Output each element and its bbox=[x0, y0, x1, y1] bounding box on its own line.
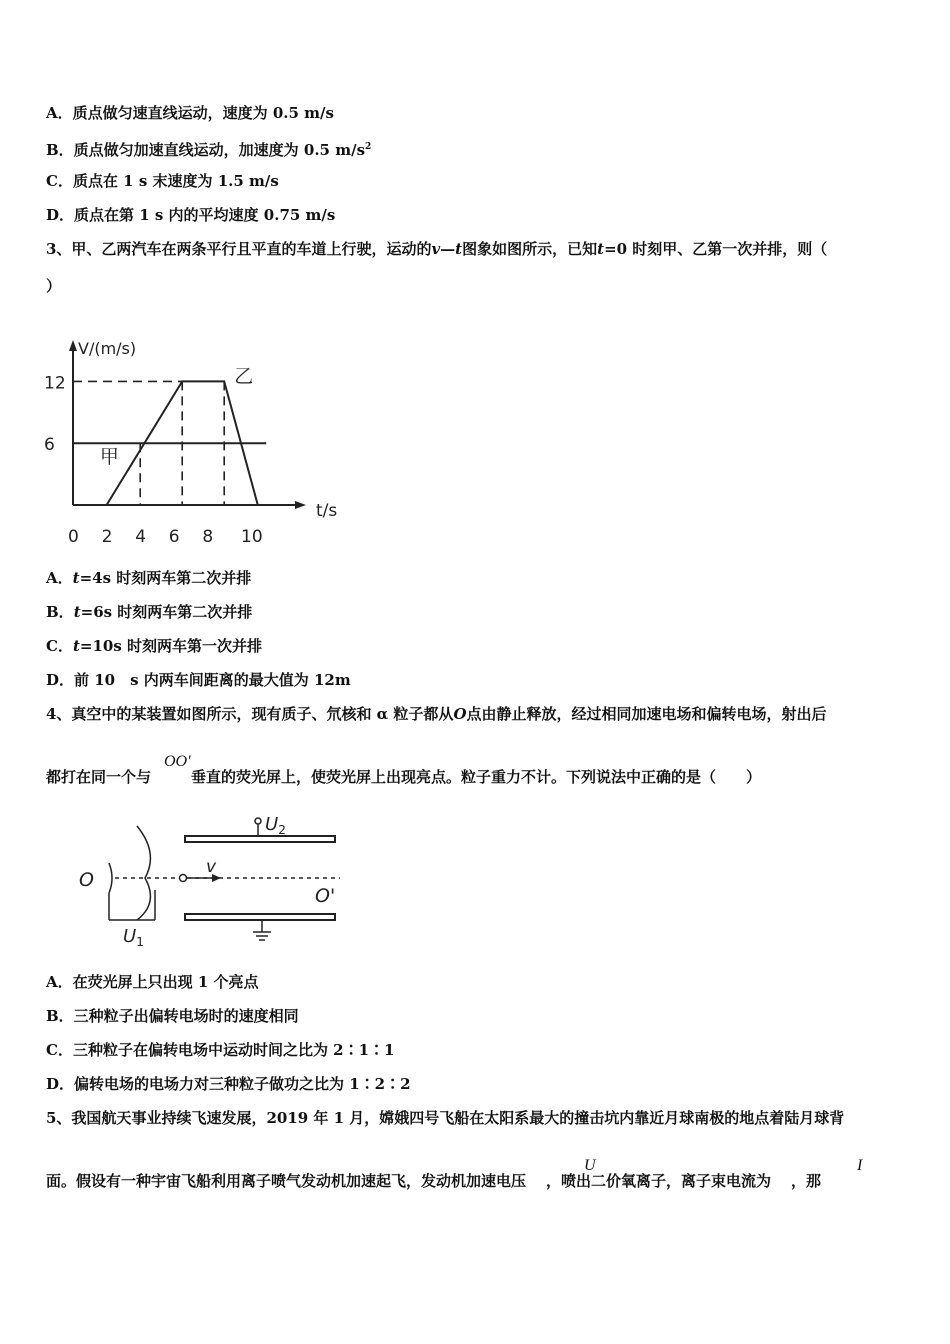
y-axis-arrow bbox=[69, 340, 77, 351]
q3-option-b-pre: B． bbox=[46, 603, 74, 621]
q4-stem-line2b: 垂直的荧光屏上，使荧光屏上出现亮点。粒子重力不计。下列说法中正确的是（ ） bbox=[191, 768, 762, 786]
particle bbox=[180, 875, 187, 882]
bottom-deflection-plate bbox=[185, 914, 335, 920]
q5-stem-line2c: ，那 bbox=[791, 1172, 822, 1190]
series-label-jia: 甲 bbox=[99, 445, 119, 468]
q3-option-c-pre: C． bbox=[46, 637, 73, 655]
q2-option-b bbox=[46, 137, 371, 160]
q4-stem-line2 bbox=[46, 767, 761, 787]
x-tick-label-6: 6 bbox=[168, 527, 180, 547]
q3-option-d: D．前 10 s 内两车间距离的最大值为 12m bbox=[46, 671, 351, 689]
q3-option-a-pre: A． bbox=[46, 569, 73, 587]
q4-option-d: D．偏转电场的电场力对三种粒子做功之比为 1∶2∶2 bbox=[46, 1075, 411, 1093]
x-axis-label: t/s bbox=[316, 501, 338, 521]
q3-stem-part2: 图象如图所示，已知 bbox=[462, 240, 598, 258]
y-tick-label-12: 12 bbox=[44, 373, 66, 394]
q3-stem-t2: t bbox=[597, 240, 605, 258]
u2-main: U bbox=[265, 814, 279, 835]
vt-chart bbox=[40, 335, 360, 555]
u2-terminal bbox=[255, 818, 261, 824]
u-symbol: U bbox=[584, 1157, 596, 1174]
q5-stem-line2a: 面。假设有一种宇宙飞船利用离子喷气发动机加速起飞，发动机加速电压 bbox=[46, 1172, 527, 1190]
q3-stem-close: ） bbox=[46, 277, 62, 295]
q2-option-b-text: B．质点做匀加速直线运动，加速度为 0.5 m/s bbox=[46, 141, 366, 159]
q5-stem-line2 bbox=[46, 1171, 821, 1191]
y-axis-label: V/(m/s) bbox=[78, 339, 137, 358]
o-label: O bbox=[79, 869, 94, 891]
x-tick-label-2: 2 bbox=[101, 527, 113, 547]
u2-sub: 2 bbox=[278, 823, 286, 837]
i-symbol: I bbox=[857, 1157, 863, 1174]
u1-sub: 1 bbox=[136, 935, 144, 949]
q3-stem-t: t bbox=[455, 240, 463, 258]
q3-stem-part3: =0 时刻甲、乙第一次并排，则（ bbox=[604, 240, 828, 258]
q4-option-b: B．三种粒子出偏转电场时的速度相同 bbox=[46, 1007, 299, 1025]
q3-stem-dash: — bbox=[440, 240, 456, 258]
top-deflection-plate bbox=[185, 836, 335, 842]
q5-stem-line2b: ，喷出二价氧离子，离子束电流为 bbox=[546, 1172, 772, 1190]
q4-stem-line1b: 点由静止释放，经过相同加速电场和偏转电场，射出后 bbox=[466, 705, 827, 723]
u1-main: U bbox=[123, 926, 137, 947]
q3-option-a-t: t bbox=[72, 569, 80, 587]
left-electrode bbox=[109, 863, 112, 893]
x-tick-label-10: 10 bbox=[241, 527, 263, 547]
q3-option-b-t: t bbox=[73, 603, 81, 621]
q3-option-a bbox=[46, 568, 251, 588]
series-label-yi: 乙 bbox=[234, 365, 254, 388]
q4-stem-line1a: 4、真空中的某装置如图所示，现有质子、氘核和 α 粒子都从 bbox=[46, 705, 454, 723]
q4-apparatus-diagram bbox=[75, 808, 345, 953]
q2-option-a: A．质点做匀速直线运动，速度为 0.5 m/s bbox=[46, 104, 334, 122]
q2-option-c: C．质点在 1 s 末速度为 1.5 m/s bbox=[46, 172, 279, 190]
q4-option-c: C．三种粒子在偏转电场中运动时间之比为 2∶1∶1 bbox=[46, 1041, 395, 1059]
q2-option-d: D．质点在第 1 s 内的平均速度 0.75 m/s bbox=[46, 206, 336, 224]
q5-stem-line1: 5、我国航天事业持续飞速发展，2019 年 1 月，嫦娥四号飞船在太阳系最大的撞击坑内靠近月球南极的地点着陆月球背 bbox=[46, 1109, 845, 1127]
o-prime-label: O' bbox=[315, 885, 336, 907]
q4-option-a: A．在荧光屏上只出现 1 个亮点 bbox=[46, 973, 259, 991]
oo-prime-symbol: OO' bbox=[164, 753, 191, 770]
q3-option-c bbox=[46, 636, 262, 656]
q3-option-b-rest: =6s 时刻两车第二次并排 bbox=[80, 603, 253, 621]
q4-stem-line2a: 都打在同一个与 bbox=[46, 768, 152, 786]
u2-label bbox=[265, 814, 286, 837]
q2-option-b-sup: 2 bbox=[365, 142, 372, 152]
q4-stem-o: O bbox=[453, 705, 467, 723]
x-axis-arrow bbox=[295, 501, 306, 509]
y-tick-label-6: 6 bbox=[44, 435, 55, 456]
u1-label bbox=[123, 926, 144, 949]
q3-option-c-rest: =10s 时刻两车第一次并排 bbox=[79, 637, 263, 655]
x-tick-label-8: 8 bbox=[202, 527, 214, 547]
q3-stem-v: v bbox=[431, 240, 441, 258]
q3-option-b bbox=[46, 602, 252, 622]
v-label: v bbox=[206, 857, 217, 877]
q3-stem bbox=[46, 239, 827, 259]
x-tick-label-0: 0 bbox=[68, 527, 79, 547]
q3-stem-part1: 3、甲、乙两汽车在两条平行且平直的车道上行驶，运动的 bbox=[46, 240, 432, 258]
q4-stem-line1 bbox=[46, 704, 827, 724]
right-electrode bbox=[137, 826, 150, 920]
q3-option-a-rest: =4s 时刻两车第二次并排 bbox=[79, 569, 252, 587]
q3-option-c-t: t bbox=[72, 637, 80, 655]
x-tick-label-4: 4 bbox=[135, 527, 147, 547]
